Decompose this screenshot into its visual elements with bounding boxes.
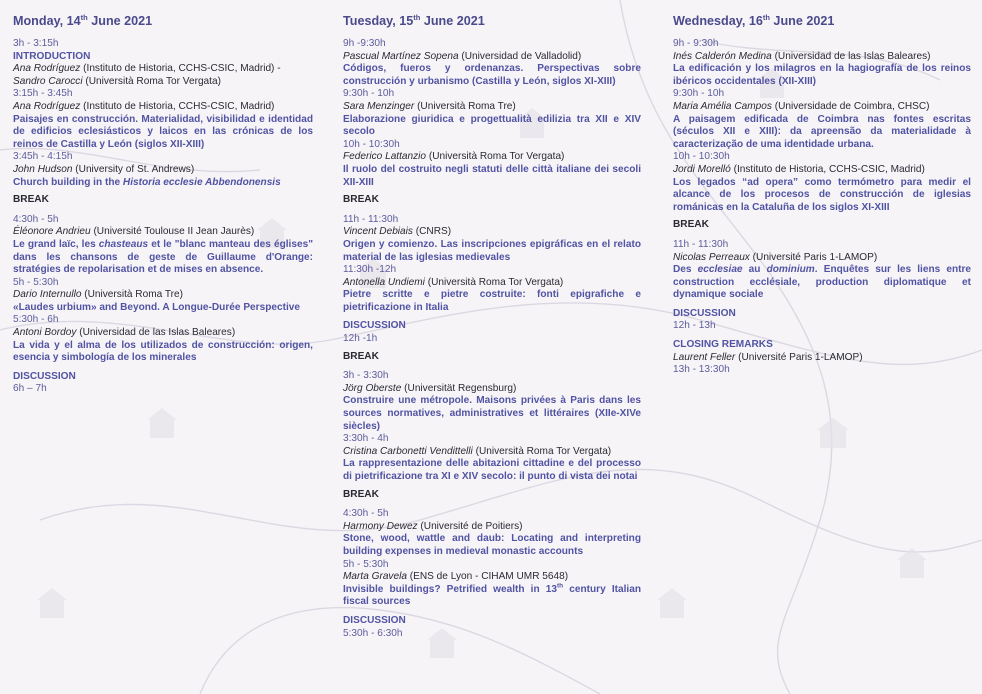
day-heading — [13, 14, 313, 28]
speaker-line — [343, 277, 641, 290]
day-heading — [343, 14, 641, 28]
session-time: 11h - 11:30h — [673, 238, 729, 250]
day-heading-month: June 2021 — [769, 14, 835, 28]
speaker-line — [343, 101, 641, 114]
speaker-name: Ana Rodríguez — [13, 100, 81, 112]
talk-title: Códigos, fueros y ordenanzas. Perspectivas sobre construcción y urbanismo (Castilla y León, siglos XI-XIII) — [343, 63, 641, 87]
session-label: DISCUSSION — [343, 320, 406, 332]
talk-title-italic: ecclesiae — [697, 264, 743, 276]
speaker-affiliation: (Université Paris 1-LAMOP) — [735, 351, 863, 363]
day-column-monday — [13, 10, 313, 396]
speaker-name: Antoni Bordoy — [13, 327, 77, 339]
talk-title — [343, 584, 641, 609]
session-label: CLOSING REMARKS — [673, 339, 773, 351]
talk-title: La edificación y los milagros en la hagiografía de los reinos ibéricos occidentales (XII-XIII) — [673, 63, 971, 87]
session-time: 5h - 5:30h — [13, 276, 59, 288]
break-label: BREAK — [343, 194, 379, 206]
talk-title-part: Invisible buildings? Petrified wealth in 13 — [343, 583, 557, 595]
speaker-affiliation: (Universidad de las Islas Baleares) — [771, 50, 931, 62]
session-time: 3:15h - 3:45h — [13, 88, 73, 100]
speaker-name: Vincent Debiais — [343, 226, 413, 238]
session-time: 12h - 13h — [673, 320, 716, 332]
session-time: 3h - 3:30h — [343, 370, 389, 382]
talk-title: La vida y el alma de los utilizados de construcción: origen, esencia y simbología de los minerales — [13, 339, 313, 364]
speaker-name: John Hudson — [13, 163, 73, 175]
talk-title-part: . Enquêtes sur les liens entre construction ecclésiale, production diplomatique et dynamique sociale — [673, 264, 972, 301]
speaker-affiliation: (University of St. Andrews) — [72, 163, 195, 175]
speaker-affiliation: (Università Roma Tor Vergata) — [426, 151, 565, 163]
speaker-affiliation: (Instituto de Historia, CCHS-CSIC, Madrid) — [730, 163, 925, 175]
talk-title: Los legados “ad opera” como termómetro para medir el alcance de los procesos de construcción de iglesias románicas en la Cataluña de los siglos XI-XIII — [673, 176, 971, 213]
day-heading-month: June 2021 — [87, 14, 153, 28]
speaker-affiliation: (Università Roma Tor Vergata) — [82, 75, 221, 87]
speaker-line — [343, 151, 641, 164]
talk-title-part: century Italian fiscal sources — [343, 583, 641, 608]
talk-title-italic: chasteaus — [98, 238, 149, 250]
break-label: BREAK — [343, 488, 379, 500]
talk-title-part: et le "blanc manteau des églises" dans les chansons de geste de Guillaume d'Orange: stratégies de repolarisation et de mises en absence. — [13, 238, 313, 276]
speaker-affiliation: (CNRS) — [412, 226, 452, 238]
session-label: INTRODUCTION — [13, 50, 91, 62]
talk-title: «Laudes urbium» and Beyond. A Longue-Durée Perspective — [13, 301, 300, 313]
speaker-name: Sandro Carocci — [13, 75, 83, 87]
speaker-line — [13, 101, 313, 114]
speaker-affiliation: (Instituto de Historia, CCHS-CSIC, Madrid) — [80, 100, 275, 112]
day-heading-text: Monday, 14 — [13, 14, 81, 28]
speaker-affiliation: (Université de Poitiers) — [417, 520, 523, 532]
session-time: 5h - 5:30h — [343, 558, 389, 570]
speaker-line — [673, 252, 971, 265]
speaker-line — [343, 571, 641, 584]
speaker-line — [343, 51, 641, 64]
session-time: 3h - 3:15h — [13, 38, 59, 49]
session-time: 11:30h -12h — [343, 264, 397, 276]
session-time: 5:30h - 6h — [13, 314, 59, 326]
session-time: 4:30h - 5h — [13, 213, 59, 225]
speaker-affiliation: (Universidad de las Islas Baleares) — [76, 327, 236, 339]
speaker-name: Éléonore Andrieu — [13, 226, 91, 238]
speaker-name: Pascual Martínez Sopena — [343, 50, 459, 62]
speaker-name: Harmony Dewez — [343, 520, 418, 532]
session-label: DISCUSSION — [13, 370, 76, 382]
speaker-affiliation: (Università Roma Tre) — [414, 100, 516, 112]
talk-title: Paisajes en construcción. Materialidad, visibilidad e identidad de edificios eclesiásticos y laicos en las crónicas de los reinos de Castilla y León (siglos XII-XIII) — [13, 113, 313, 150]
talk-title-part: Church building in the — [13, 176, 123, 188]
speaker-affiliation: (Università Roma Tor Vergata) — [472, 445, 612, 457]
day-heading — [673, 14, 971, 28]
session-time: 9:30h - 10h — [673, 88, 725, 100]
speaker-line — [343, 521, 641, 534]
talk-title: Stone, wood, wattle and daub: Locating and interpreting building expenses in medieval monastic accounts — [343, 533, 641, 557]
speaker-name: Federico Lattanzio — [343, 151, 427, 163]
break-label: BREAK — [673, 219, 709, 231]
session-time: 11h - 11:30h — [343, 213, 399, 225]
speaker-line — [673, 51, 971, 64]
speaker-name: Antonella Undiemi — [343, 276, 425, 288]
session-time: 9:30h - 10h — [343, 88, 395, 100]
speaker-name: Ana Rodríguez — [13, 63, 81, 75]
session-time: 5:30h - 6:30h — [343, 627, 403, 639]
speaker-affiliation: (Universidade de Coimbra, CHSC) — [771, 100, 930, 112]
day-column-wednesday — [673, 10, 971, 377]
speaker-affiliation: (ENS de Lyon - CIHAM UMR 5648) — [406, 571, 569, 583]
talk-title: Il ruolo del costruito negli statuti delle città italiane dei secoli XII-XIII — [343, 163, 641, 188]
session-time: 6h – 7h — [13, 383, 47, 395]
day-heading-suffix: th — [413, 12, 421, 22]
session-time: 10h - 10:30h — [673, 151, 730, 163]
session-time: 3:30h - 4h — [343, 433, 389, 445]
speaker-affiliation: (Università Roma Tor Vergata) — [424, 276, 564, 288]
speaker-affiliation: (Instituto de Historia, CCHS-CSIC, Madrid) - — [80, 63, 281, 75]
speaker-line — [13, 164, 313, 177]
speaker-line — [673, 101, 971, 114]
day-column-tuesday — [343, 10, 641, 640]
day-heading-suffix: th — [762, 12, 770, 22]
speaker-name: Dario Internullo — [13, 289, 82, 301]
session-label: DISCUSSION — [673, 307, 736, 319]
session-time: 9h -9:30h — [343, 38, 386, 49]
speaker-line — [343, 226, 641, 239]
talk-title-part: Le grand laïc, les — [13, 238, 99, 250]
session-label: DISCUSSION — [343, 614, 406, 626]
session-time: 4:30h - 5h — [343, 508, 389, 520]
speaker-affiliation: (Università Roma Tre) — [81, 289, 183, 301]
talk-title: A paisagem edificada de Coimbra nas fontes escritas (séculos XII e XIII): da apreensão da materialidade à caracterização de uma identidade urbana. — [673, 113, 971, 150]
day-heading-month: June 2021 — [420, 14, 485, 28]
talk-title-italic: dominium — [766, 264, 815, 276]
day-heading-text: Tuesday, 15 — [343, 14, 414, 28]
speaker-line — [343, 383, 641, 396]
talk-title: La rappresentazione delle abitazioni cittadine e del processo di pietrificazione tra XI e XIV secolo: il punto di vista dei notai — [343, 458, 641, 482]
break-label: BREAK — [13, 194, 49, 206]
talk-title — [13, 239, 313, 277]
speaker-line — [13, 63, 313, 88]
speaker-name: Nicolas Perreaux — [673, 251, 750, 263]
speaker-name: Laurent Feller — [673, 351, 736, 363]
speaker-name: Cristina Carbonetti Vendittelli — [343, 445, 473, 457]
session-time: 3:45h - 4:15h — [13, 151, 73, 163]
speaker-name: Jordi Morelló — [673, 163, 731, 175]
talk-title-superscript: th — [556, 582, 564, 590]
speaker-affiliation: (Universität Regensburg) — [401, 382, 517, 394]
session-time: 9h - 9:30h — [673, 38, 719, 49]
talk-title: Elaborazione giuridica e progettualità edilizia tra XII e XIV secolo — [343, 113, 641, 138]
break-label: BREAK — [343, 350, 379, 362]
speaker-name: Inés Calderón Medina — [673, 50, 772, 62]
speaker-affiliation: (Universidad de Valladolid) — [458, 50, 582, 62]
day-heading-text: Wednesday, 16 — [673, 14, 763, 28]
speaker-line — [673, 352, 971, 365]
session-time: 10h - 10:30h — [343, 138, 400, 150]
speaker-line — [343, 446, 641, 459]
talk-title — [13, 177, 313, 190]
session-time: 13h - 13:30h — [673, 364, 730, 376]
talk-title: Origen y comienzo. Las inscripciones epigráficas en el relato material de las iglesias medievales — [343, 238, 641, 263]
talk-title — [673, 264, 971, 302]
speaker-line — [673, 164, 971, 177]
talk-title-part: Des — [673, 264, 698, 276]
talk-title: Construire une métropole. Maisons privées à Paris dans les sources normatives, administratives et littéraires (XIIe-XIVe siècles) — [343, 395, 641, 432]
speaker-line — [13, 289, 313, 302]
speaker-name: Jörg Oberste — [343, 382, 402, 394]
speaker-line — [13, 226, 313, 239]
speaker-name: Maria Amélia Campos — [673, 100, 772, 112]
speaker-name: Marta Gravela — [343, 571, 407, 583]
talk-title-part: au — [742, 264, 767, 276]
speaker-name: Sara Menzinger — [343, 100, 415, 112]
talk-title-italic: Historia ecclesie Abbendonensis — [122, 176, 281, 188]
day-heading-suffix: th — [80, 12, 88, 22]
speaker-line — [13, 327, 313, 340]
session-time: 12h -1h — [343, 333, 378, 345]
speaker-affiliation: (Université Paris 1-LAMOP) — [749, 251, 878, 263]
talk-title: Pietre scritte e pietre costruite: fonti epigrafiche e pietrificazione in Italia — [343, 289, 641, 313]
speaker-affiliation: (Université Toulouse II Jean Jaurès) — [90, 226, 255, 238]
